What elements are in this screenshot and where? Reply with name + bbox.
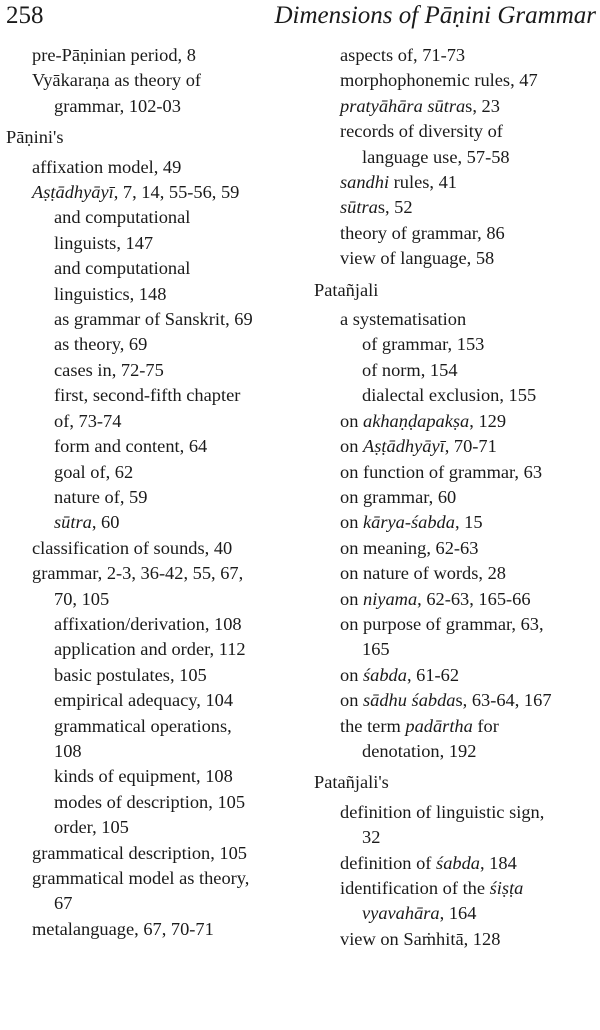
index-entry: empirical adequacy, 104 xyxy=(54,690,234,711)
index-entry: metalanguage, 67, 70-71 xyxy=(32,918,214,939)
index-entry: cases in, 72-75 xyxy=(54,359,164,380)
index-entry: Aṣṭādhyāyī, 7, 14, 55-56, 59 xyxy=(32,182,240,203)
index-entry: form and content, 64 xyxy=(54,436,208,457)
index-entry: of grammar, 153 xyxy=(362,334,485,355)
index-entry: 108 xyxy=(54,740,82,761)
index-entry: on śabda, 61-62 xyxy=(340,664,460,685)
index-entry: pre-Pāṇinian period, 8 xyxy=(32,45,196,65)
index-entry: denotation, 192 xyxy=(362,740,477,761)
index-entry: on akhaṇḍapakṣa, 129 xyxy=(340,410,507,431)
index-entry: order, 105 xyxy=(54,817,129,838)
index-column-left xyxy=(0,43,292,942)
index-heading: Pāṇini's xyxy=(6,127,64,148)
index-entry: on sādhu śabdas, 63-64, 167 xyxy=(340,690,552,711)
page-header xyxy=(0,0,600,36)
index-entry: grammatical description, 105 xyxy=(32,842,248,863)
index-entry: affixation/derivation, 108 xyxy=(54,613,242,634)
index-entry: identification of the śiṣṭa xyxy=(340,878,524,898)
index-entry: classification of sounds, 40 xyxy=(32,537,233,558)
index-entry: on kārya-śabda, 15 xyxy=(340,512,483,533)
index-entry: grammatical operations, xyxy=(54,715,232,736)
index-entry: linguistics, 148 xyxy=(54,283,167,304)
index-entry: morphophonemic rules, 47 xyxy=(340,70,538,91)
index-entry: linguists, 147 xyxy=(54,232,154,253)
index-entry: vyavahāra, 164 xyxy=(362,903,477,924)
index-entry: language use, 57-58 xyxy=(362,146,510,167)
index-entry: and computational xyxy=(54,258,191,279)
index-entry: and computational xyxy=(54,207,191,228)
running-title: Dimensions of Pāṇini Grammar xyxy=(274,2,596,29)
index-entry: of, 73-74 xyxy=(54,410,122,431)
index-entry: on Aṣṭādhyāyī, 70-71 xyxy=(340,436,497,457)
index-entry: application and order, 112 xyxy=(54,639,246,660)
index-entry: as grammar of Sanskrit, 69 xyxy=(54,309,253,330)
index-entry: 67 xyxy=(54,893,73,914)
index-entry: grammatical model as theory, xyxy=(32,868,250,888)
index-heading: Patañjali xyxy=(314,279,379,300)
index-entry: the term padārtha for xyxy=(340,715,499,736)
index-entry: view of language, 58 xyxy=(340,248,495,269)
index-entry: a systematisation xyxy=(340,309,467,330)
index-entry: on purpose of grammar, 63, xyxy=(340,613,544,634)
index-entry: on function of grammar, 63 xyxy=(340,461,543,482)
index-entry: kinds of equipment, 108 xyxy=(54,766,233,787)
index-entry: dialectal exclusion, 155 xyxy=(362,385,537,406)
index-entry: pratyāhāra sūtras, 23 xyxy=(340,95,500,116)
index-entry: nature of, 59 xyxy=(54,486,148,507)
index-entry: modes of description, 105 xyxy=(54,791,246,812)
index-entry: sūtras, 52 xyxy=(340,197,413,218)
page-number: 258 xyxy=(6,2,44,29)
index-entry: 165 xyxy=(362,639,390,660)
index-entry: view on Saṁhitā, 128 xyxy=(340,928,501,949)
index-entry: theory of grammar, 86 xyxy=(340,222,505,243)
index-entry: sūtra, 60 xyxy=(54,512,120,533)
index-entry: grammar, 102-03 xyxy=(54,95,181,116)
index-entry: as theory, 69 xyxy=(54,334,148,355)
index-entry: Vyākaraṇa as theory of xyxy=(32,70,202,91)
index-entry: of norm, 154 xyxy=(362,359,458,380)
index-entry: 32 xyxy=(362,827,381,848)
index-entry: goal of, 62 xyxy=(54,461,134,482)
index-heading: Patañjali's xyxy=(314,772,389,793)
index-entry: first, second-fifth chapter xyxy=(54,385,241,406)
index-entry: on niyama, 62-63, 165-66 xyxy=(340,588,531,609)
index-column-right xyxy=(308,43,600,952)
index-entry: definition of śabda, 184 xyxy=(340,852,517,873)
index-entry: records of diversity of xyxy=(340,121,503,142)
index-entry: on meaning, 62-63 xyxy=(340,537,479,558)
index-entry: on grammar, 60 xyxy=(340,486,457,507)
index-entry: definition of linguistic sign, xyxy=(340,801,545,822)
index-entry: affixation model, 49 xyxy=(32,156,182,177)
index-entry: sandhi rules, 41 xyxy=(340,172,457,193)
index-entry: on nature of words, 28 xyxy=(340,563,506,584)
index-entry: aspects of, 71-73 xyxy=(340,45,466,65)
index-entry: grammar, 2-3, 36-42, 55, 67, xyxy=(32,563,244,584)
index-entry: basic postulates, 105 xyxy=(54,664,207,685)
index-entry: 70, 105 xyxy=(54,588,110,609)
